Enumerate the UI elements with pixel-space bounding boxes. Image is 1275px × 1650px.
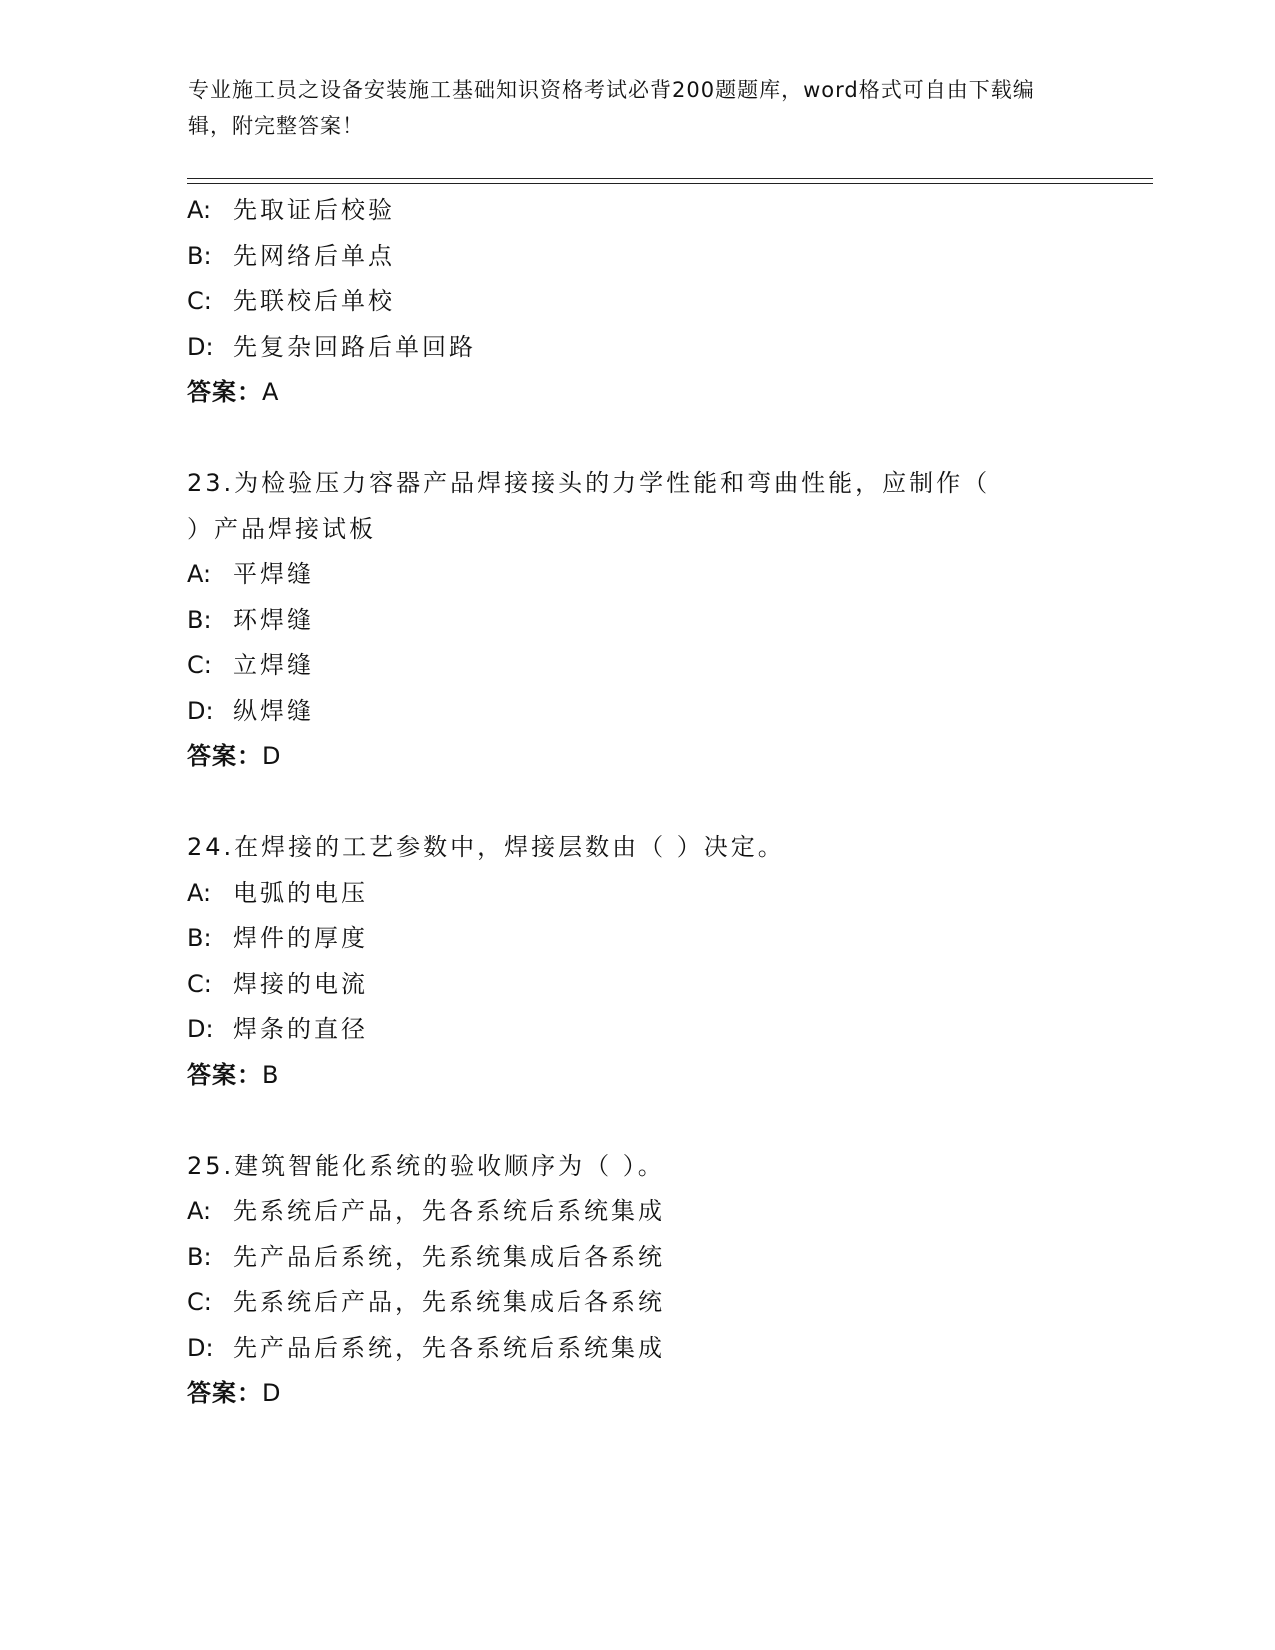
answer-value: D: [262, 742, 282, 770]
option-letter: D:: [187, 1015, 214, 1043]
option-b: [187, 598, 1087, 644]
answer-value: A: [262, 378, 280, 406]
option-d: [187, 1326, 1087, 1372]
option-text: 先复杂回路后单回路: [233, 332, 476, 361]
option-b: [187, 234, 1087, 280]
option-a: [187, 552, 1087, 598]
option-text: 先网络后单点: [233, 241, 395, 270]
option-d: [187, 1007, 1087, 1053]
option-letter: C:: [187, 287, 212, 315]
option-letter: C:: [187, 969, 212, 998]
answer-value: D: [262, 1379, 282, 1407]
option-letter: B:: [187, 605, 212, 634]
option-letter: B:: [187, 1242, 212, 1271]
option-text: 纵焊缝: [233, 696, 314, 725]
answer-label: 答案：: [187, 1060, 262, 1089]
option-text: 环焊缝: [233, 605, 314, 634]
answer-label: 答案：: [187, 742, 262, 770]
question-title: 24.在焊接的工艺参数中，焊接层数由（ ）决定。: [187, 833, 785, 861]
answer-value: B: [262, 1060, 280, 1089]
question-title: 25.建筑智能化系统的验收顺序为（ ）。: [187, 1151, 665, 1180]
question-title-continued: ）产品焊接试板: [187, 514, 376, 543]
option-a: [187, 1189, 1087, 1235]
option-text: 立焊缝: [233, 651, 314, 679]
spacer: [187, 780, 1087, 826]
header-divider-bottom: [187, 183, 1153, 184]
option-text: 焊件的厚度: [233, 924, 368, 952]
option-d: [187, 325, 1087, 371]
answer-label: 答案：: [187, 1379, 262, 1407]
option-letter: C:: [187, 1288, 212, 1316]
question-list: [187, 188, 1087, 1417]
option-letter: D:: [187, 332, 214, 361]
answer-line: [187, 1053, 1087, 1099]
option-c: [187, 643, 1087, 689]
spacer: [187, 416, 1087, 462]
option-b: [187, 1235, 1087, 1281]
question-25: [187, 1144, 1087, 1417]
option-letter: D:: [187, 696, 214, 725]
question-23: [187, 461, 1087, 780]
option-text: 先取证后校验: [233, 196, 395, 224]
option-a: [187, 188, 1087, 234]
option-d: [187, 689, 1087, 735]
option-letter: A:: [187, 1197, 212, 1225]
option-text: 先系统后产品，先各系统后系统集成: [233, 1197, 665, 1225]
option-text: 先产品后系统，先各系统后系统集成: [233, 1333, 665, 1362]
document-header: 专业施工员之设备安装施工基础知识资格考试必背200题题库，word格式可自由下载编辑，附完整答案！: [188, 78, 1035, 138]
question-24: [187, 825, 1087, 1098]
option-letter: A:: [187, 878, 212, 907]
option-text: 焊接的电流: [233, 969, 368, 998]
option-letter: B:: [187, 241, 212, 270]
answer-label: 答案：: [187, 378, 262, 406]
option-letter: A:: [187, 196, 212, 224]
option-letter: B:: [187, 924, 212, 952]
option-text: 先联校后单校: [233, 287, 395, 315]
option-c: [187, 1280, 1087, 1326]
answer-line: [187, 370, 1087, 416]
option-letter: C:: [187, 651, 212, 679]
answer-line: [187, 1371, 1087, 1417]
spacer: [187, 1098, 1087, 1144]
option-text: 焊条的直径: [233, 1015, 368, 1043]
option-letter: A:: [187, 560, 212, 588]
answer-line: [187, 734, 1087, 780]
option-letter: D:: [187, 1333, 214, 1362]
option-text: 电弧的电压: [233, 878, 368, 907]
option-c: [187, 962, 1087, 1008]
question-22-continued: [187, 188, 1087, 416]
option-c: [187, 279, 1087, 325]
option-text: 先系统后产品，先系统集成后各系统: [233, 1288, 665, 1316]
option-b: [187, 916, 1087, 962]
option-a: [187, 871, 1087, 917]
header-divider-top: [187, 178, 1153, 179]
question-title: 23.为检验压力容器产品焊接接头的力学性能和弯曲性能，应制作（: [187, 469, 991, 497]
option-text: 先产品后系统，先系统集成后各系统: [233, 1242, 665, 1271]
option-text: 平焊缝: [233, 560, 314, 588]
